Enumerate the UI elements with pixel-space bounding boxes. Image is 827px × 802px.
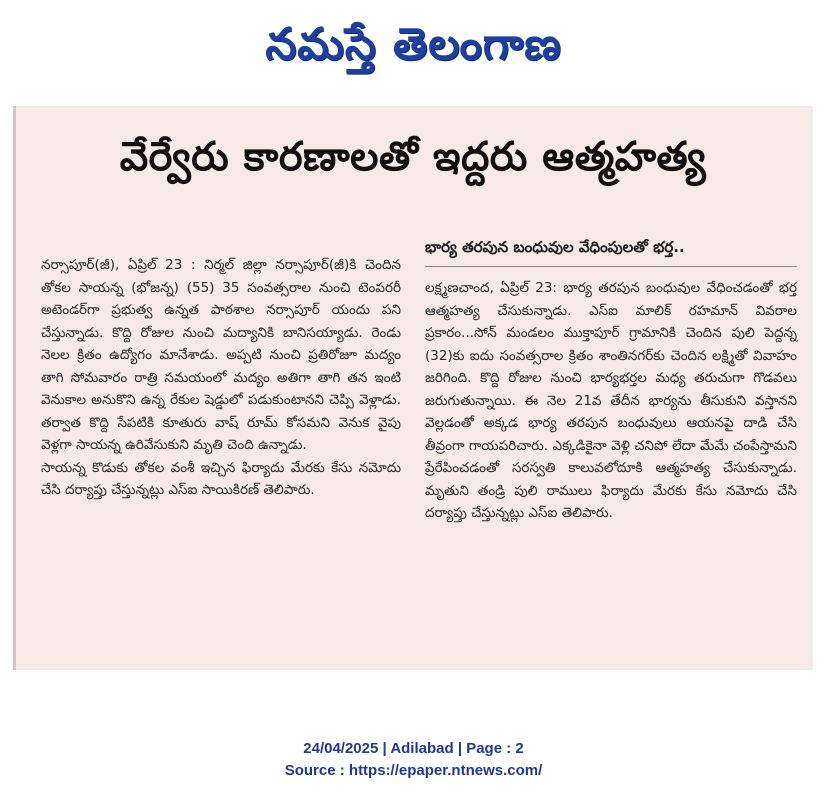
newspaper-logo: నమస్తే తెలంగాణ	[265, 19, 562, 70]
right-story	[425, 238, 797, 525]
left-story	[41, 254, 401, 502]
footer-source: Source : https://epaper.ntnews.com/	[284, 762, 543, 779]
left-paragraph-2: సాయన్న కొడుకు తోకల వంశీ ఇచ్చిన ఫిర్యాదు మేరకు కేసు నమోదు చేసి దర్యాప్తు చేస్తున్నట్లు ఎస్ఐ సాయికిరణ్ తెలిపారు.	[41, 459, 401, 498]
left-paragraph-1: నర్సాపూర్(జీ), ఏప్రిల్ 23 : నిర్మల్ జిల్లా నర్సాపూర్(జీ)కి చెందిన తోకల సాయన్న (భోజన్న) (55) 35 సంవత్సరాల నుంచి టెంపరరీ అటెండర్‌గా ప్రభుత్వ ఉన్నత పాఠశాల నర్సాపూర్ యందు పని చేస్తున్నాడు. కొద్ది రోజుల నుంచి మద్యానికి బానిసయ్యాడు. రెండు నెలల క్రితం ఉద్యోగం మానేశాడు. అప్పటి నుంచి ప్రతిరోజూ మద్యం తాగి సోమవారం రాత్రి సమయంలో మద్యం అతిగా తాగి తన ఇంటి వెనుకాల అనుకొని ఉన్న రేకుల షెడ్డులో పడుకుంటానని చెప్పి వెళ్లాడు. తర్వాత కొద్ది సేపటికి కూతురు వాష్ రూమ్ కోసమని వెనుక వైపు వెళ్లగా సాయన్న ఉరివేసుకుని మృతి చెంది ఉన్నాడు.	[41, 257, 401, 453]
masthead	[0, 0, 827, 100]
clipping-edge	[13, 106, 16, 670]
footer-date-edition: 24/04/2025 | Adilabad | Page : 2	[303, 740, 524, 757]
right-paragraph-1: లక్ష్మణచాంద, ఏప్రిల్ 23: భార్య తరపున బంధువుల వేధించడంతో భర్త ఆత్మహత్య చేసుకున్నాడు. ఎస్ఐ మాలిక్ రహమాన్ వివరాల ప్రకారం...సోన్ మండలం ముక్తాపూర్ గ్రామానికి చెందిన పులి పెద్దన్న (32)కు ఐదు సంవత్సరాల క్రితం శాంతినగర్‌కు చెందిన లక్ష్మితో వివాహం జరిగింది. కొద్ది రోజుల నుంచి భార్యభర్తల మధ్య తరుచుగా గొడవలు జరుగుతున్నాయి. ఈ నెల 21వ తేదీన భార్యను తీసుకుని వస్తానని వెల్లడంతో అక్కడ భార్య తరపున బంధువులు ఆయనపై దాడి చేసి తీవ్రంగా గాయపరిచారు. ఎక్కడికైనా వెళ్లి చనిపో లేదా మేమే చంపేస్తామని ప్రేరేపించడంతో సరస్వతి కాలువలోదూకి ఆత్మహత్య చేసుకున్నాడు. మృతుని తండ్రి పులి రాములు ఫిర్యాదు మేరకు కేసు నమోదు చేసి దర్యాప్తు చేస్తున్నట్లు ఎస్ఐ తెలిపారు.	[425, 280, 797, 521]
right-story-subhead: భార్య తరపున బంధువుల వేధింపులతో భర్త..	[425, 238, 797, 267]
article-headline: వేర్వేరు కారణాలతో ఇద్దరు ఆత్మహత్య	[119, 134, 707, 180]
footer	[0, 738, 827, 782]
news-clipping	[13, 106, 813, 670]
